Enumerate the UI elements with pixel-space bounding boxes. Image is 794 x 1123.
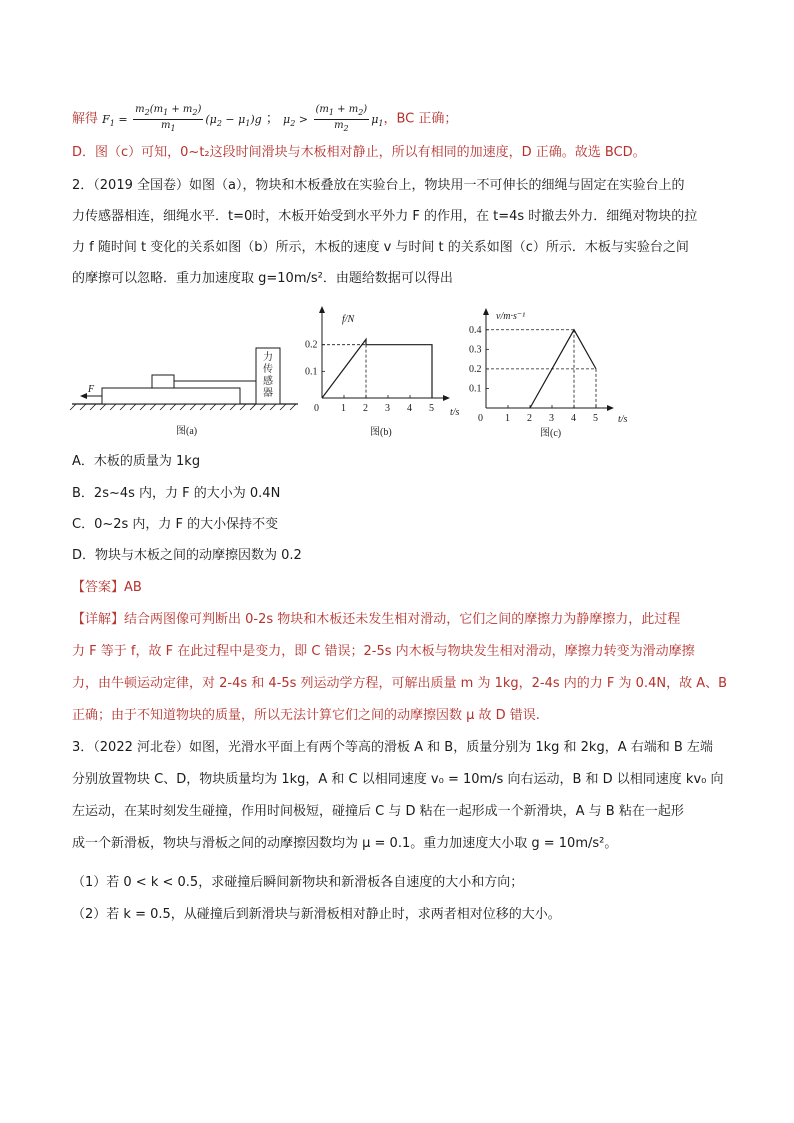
- q3-line-3: 左运动，在某时刻发生碰撞，作用时间极短，碰撞后 C 与 D 粘在一起形成一个新滑块，A 与 B 粘在一起形: [72, 804, 684, 819]
- figure-c: [469, 305, 642, 445]
- option-c: C．0~2s 内，力 F 的大小保持不变: [72, 517, 279, 532]
- chart-b-xlabel: t/s: [450, 407, 460, 418]
- x-tick-label: 5: [429, 403, 434, 414]
- option-b: B．2s~4s 内，力 F 的大小为 0.4N: [72, 486, 281, 501]
- q2-stem-line-1: 2．（2019 全国卷）如图（a），物块和木板叠放在实验台上，物块用一不可伸长的细绳与固定在实验台上的: [72, 178, 685, 193]
- q3-line-4: 成一个新滑板，物块与滑板之间的动摩擦因数均为 μ = 0.1。重力加速度大小取 g = 10m/s²。: [72, 836, 618, 851]
- detail-line-2: 力 F 等于 f，故 F 在此过程中是变力，即 C 错误；2-5s 内木板与物块发生相对滑动，摩擦力转变为滑动摩擦: [72, 644, 695, 659]
- x-tick-label: 3: [385, 403, 390, 414]
- option-d: D．物块与木板之间的动摩擦因数为 0.2: [72, 548, 302, 563]
- y-tick-label: 0.1: [469, 383, 482, 395]
- x-tick-label: 2: [527, 413, 532, 424]
- x-axis-arrow: [607, 405, 614, 411]
- y-tick-label: 0.2: [469, 363, 482, 375]
- y-tick-label: 0.3: [469, 344, 482, 356]
- x-tick-label: 1: [505, 413, 510, 424]
- chart-c-xlabel: t/s: [618, 414, 628, 425]
- solution-line-1: 解得 $F_1$ = $\frac{m_2(m_1 + m_2)}{m_1}$ $(\mu_2 - \mu_1)g$ ； $\mu_2$ > $\frac{(m_1 + m_2)}{m_2}$ $\mu_1$，BC 正确；: [72, 104, 458, 133]
- q2-stem-line-2: 力传感器相连，细绳水平．t=0时，木板开始受到水平外力 F 的作用，在 t=4s 时撤去外力．细绳对物块的拉: [72, 209, 698, 224]
- figure-a-caption: 图(a): [176, 426, 198, 437]
- x-tick-label: 1: [341, 403, 346, 414]
- detail-line-3: 力，由牛顿运动定律，对 2-4s 和 4-5s 列运动学方程，可解出质量 m 为 1kg，2-4s 内的力 F 为 0.4N，故 A、B: [72, 676, 728, 691]
- x-tick-label: 4: [571, 413, 576, 424]
- chart-b-ylabel: f/N: [342, 314, 355, 325]
- x-tick-label: 2: [363, 403, 368, 414]
- block: [152, 375, 174, 388]
- option-a: A．木板的质量为 1kg: [72, 454, 201, 469]
- formula-F1: $F_1$ = $\frac{m_2(m_1 + m_2)}{m_1}$ $(\mu_2 - \mu_1)g$: [102, 104, 262, 133]
- detail-line-4: 正确；由于不知道物块的质量，所以无法计算它们之间的动摩擦因数 μ 故 D 错误.: [72, 708, 540, 723]
- x-tick-label: 0: [314, 403, 319, 414]
- x-axis-arrow: [443, 395, 450, 401]
- x-tick-label: 5: [593, 413, 598, 424]
- x-tick-label: 0: [478, 413, 483, 424]
- figure-a: [70, 310, 310, 445]
- q3-part-1: （1）若 0 < k < 0.5，求碰撞后瞬间新物块和新滑板各自速度的大小和方向；: [72, 875, 524, 890]
- board: [102, 388, 240, 404]
- y-tick-label: 0.1: [305, 366, 318, 378]
- x-tick-label: 3: [549, 413, 554, 424]
- answer: 【答案】AB: [72, 580, 142, 595]
- solution-line-2: D．图（c）可知，0~t₂这段时间滑块与木板相对静止，所以有相同的加速度，D 正确。故选 BCD。: [72, 145, 646, 160]
- series-line: [322, 339, 432, 398]
- q3-line-1: 3．（2022 河北卷）如图，光滑水平面上有两个等高的滑板 A 和 B，质量分别为 1kg 和 2kg，A 右端和 B 左端: [72, 740, 713, 755]
- force-label: F: [88, 384, 95, 395]
- formula-mu2: $\mu_2$ > $\frac{(m_1 + m_2)}{m_2}$ $\mu_1$: [283, 104, 384, 133]
- detail-tag: 【详解】: [72, 612, 125, 627]
- y-axis-arrow: [483, 308, 489, 315]
- svg-text:力: 力: [263, 352, 273, 363]
- y-tick-label: 0.4: [469, 324, 482, 336]
- y-tick-label: 0.2: [305, 339, 318, 351]
- chart-b-caption: 图(b): [370, 427, 392, 438]
- svg-text:器: 器: [263, 388, 273, 399]
- chart-c-ylabel: v/m·s⁻¹: [496, 311, 526, 322]
- q2-stem-line-3: 力 f 随时间 t 变化的关系如图（b）所示，木板的速度 v 与时间 t 的关系如图（c）所示．木板与实验台之间: [72, 240, 689, 255]
- svg-text:传: 传: [263, 364, 273, 375]
- q3-line-2: 分别放置物块 C、D，物块质量均为 1kg，A 和 C 以相同速度 v₀ = 10m/s 向右运动，B 和 D 以相同速度 kv₀ 向: [72, 772, 724, 787]
- y-axis-arrow: [319, 306, 325, 313]
- force-arrowhead: [80, 393, 87, 399]
- chart-c-caption: 图(c): [540, 428, 562, 439]
- detail-line-1: 【详解】结合两图像可判断出 0-2s 物块和木板还未发生相对滑动，它们之间的摩擦力为静摩擦力，此过程: [72, 612, 681, 627]
- figure-b: [300, 305, 470, 445]
- svg-text:感: 感: [263, 376, 273, 387]
- q3-part-2: （2）若 k = 0.5，从碰撞后到新滑块与新滑板相对静止时，求两者相对位移的大小。: [72, 907, 561, 922]
- q2-stem-line-4: 的摩擦可以忽略．重力加速度取 g=10m/s²．由题给数据可以得出: [72, 271, 453, 286]
- x-tick-label: 4: [407, 403, 412, 414]
